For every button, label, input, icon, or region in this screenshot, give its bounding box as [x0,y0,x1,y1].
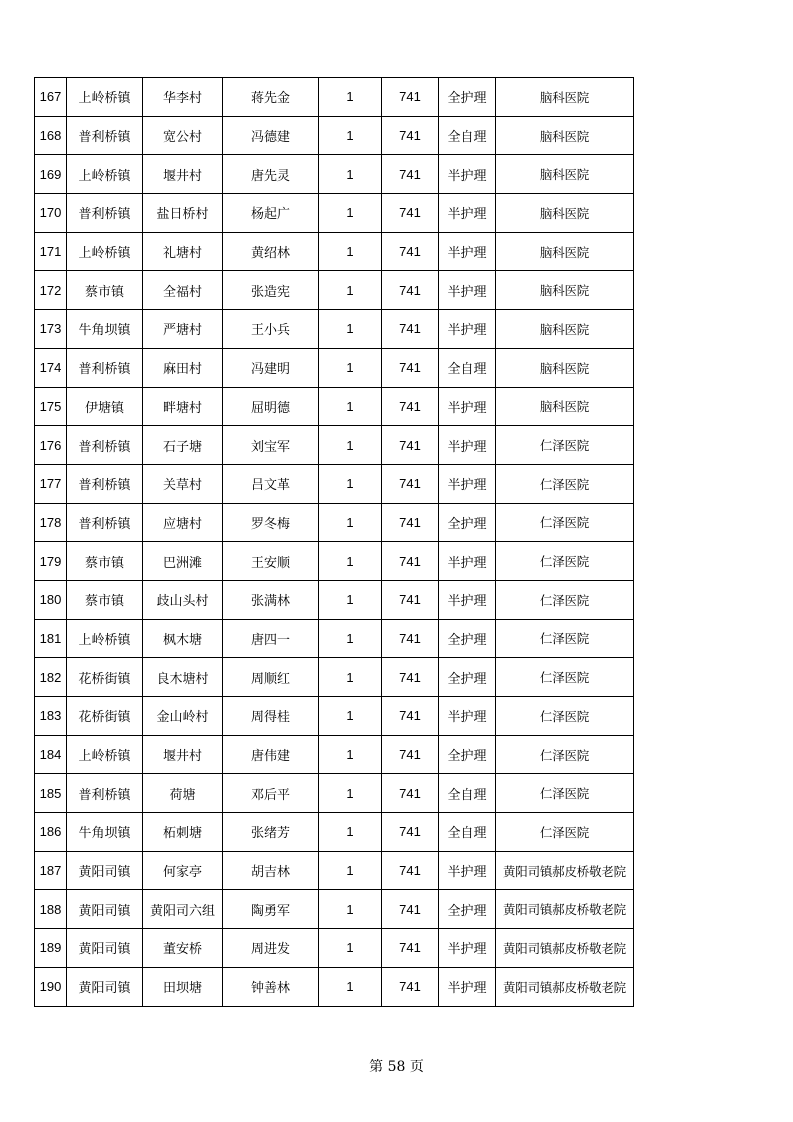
town-cell: 黄阳司镇 [67,851,143,890]
count-cell: 1 [319,851,382,890]
name-cell: 王安顺 [223,542,319,581]
count-cell: 1 [319,387,382,426]
table-row [35,967,634,1006]
care-level-cell: 半护理 [439,464,496,503]
town-cell: 普利桥镇 [67,426,143,465]
row-number: 169 [35,155,67,194]
amount-cell: 741 [382,426,439,465]
count-cell: 1 [319,155,382,194]
name-cell: 周进发 [223,929,319,968]
village-cell: 全福村 [143,271,223,310]
care-level-cell: 半护理 [439,542,496,581]
village-cell: 宽公村 [143,116,223,155]
row-number: 184 [35,735,67,774]
village-cell: 盐日桥村 [143,194,223,233]
institution-cell: 脑科医院 [496,387,634,426]
count-cell: 1 [319,619,382,658]
count-cell: 1 [319,697,382,736]
village-cell: 董安桥 [143,929,223,968]
name-cell: 黄绍林 [223,232,319,271]
amount-cell: 741 [382,116,439,155]
care-level-cell: 半护理 [439,967,496,1006]
count-cell: 1 [319,310,382,349]
table-row [35,194,634,233]
institution-cell: 仁泽医院 [496,426,634,465]
institution-cell: 仁泽医院 [496,774,634,813]
institution-cell: 脑科医院 [496,232,634,271]
village-cell: 关草村 [143,464,223,503]
amount-cell: 741 [382,464,439,503]
table-row [35,464,634,503]
town-cell: 普利桥镇 [67,194,143,233]
amount-cell: 741 [382,890,439,929]
amount-cell: 741 [382,310,439,349]
name-cell: 冯建明 [223,348,319,387]
amount-cell: 741 [382,619,439,658]
row-number: 176 [35,426,67,465]
village-cell: 畔塘村 [143,387,223,426]
count-cell: 1 [319,890,382,929]
care-level-cell: 全自理 [439,116,496,155]
care-level-cell: 半护理 [439,697,496,736]
row-number: 190 [35,967,67,1006]
name-cell: 张满林 [223,580,319,619]
count-cell: 1 [319,813,382,852]
name-cell: 张造宪 [223,271,319,310]
table-body [35,78,634,1007]
name-cell: 唐先灵 [223,155,319,194]
row-number: 182 [35,658,67,697]
village-cell: 石子塘 [143,426,223,465]
village-cell: 柘刺塘 [143,813,223,852]
village-cell: 麻田村 [143,348,223,387]
care-level-cell: 半护理 [439,387,496,426]
page-number: 第 58 页 [369,1059,424,1075]
institution-cell: 仁泽医院 [496,464,634,503]
care-level-cell: 全护理 [439,503,496,542]
amount-cell: 741 [382,735,439,774]
name-cell: 唐伟建 [223,735,319,774]
care-level-cell: 半护理 [439,580,496,619]
table-row [35,348,634,387]
count-cell: 1 [319,194,382,233]
count-cell: 1 [319,658,382,697]
town-cell: 花桥街镇 [67,658,143,697]
care-level-cell: 半护理 [439,232,496,271]
town-cell: 上岭桥镇 [67,155,143,194]
town-cell: 黄阳司镇 [67,967,143,1006]
town-cell: 黄阳司镇 [67,929,143,968]
row-number: 186 [35,813,67,852]
institution-cell: 仁泽医院 [496,658,634,697]
table-row [35,929,634,968]
table-row [35,619,634,658]
table-row [35,387,634,426]
row-number: 172 [35,271,67,310]
town-cell: 普利桥镇 [67,503,143,542]
table-row [35,542,634,581]
name-cell: 屈明德 [223,387,319,426]
amount-cell: 741 [382,697,439,736]
records-table [34,77,634,1007]
institution-cell: 脑科医院 [496,194,634,233]
institution-cell: 仁泽医院 [496,813,634,852]
row-number: 170 [35,194,67,233]
care-level-cell: 全护理 [439,658,496,697]
village-cell: 荷塘 [143,774,223,813]
table-row [35,658,634,697]
count-cell: 1 [319,271,382,310]
name-cell: 吕文革 [223,464,319,503]
town-cell: 牛角坝镇 [67,813,143,852]
town-cell: 黄阳司镇 [67,890,143,929]
village-cell: 巴洲滩 [143,542,223,581]
town-cell: 普利桥镇 [67,464,143,503]
town-cell: 伊塘镇 [67,387,143,426]
row-number: 188 [35,890,67,929]
institution-cell: 脑科医院 [496,116,634,155]
town-cell: 蔡市镇 [67,542,143,581]
town-cell: 上岭桥镇 [67,619,143,658]
care-level-cell: 半护理 [439,155,496,194]
village-cell: 华李村 [143,78,223,117]
care-level-cell: 半护理 [439,929,496,968]
care-level-cell: 全护理 [439,890,496,929]
amount-cell: 741 [382,580,439,619]
name-cell: 王小兵 [223,310,319,349]
town-cell: 普利桥镇 [67,774,143,813]
care-level-cell: 全护理 [439,735,496,774]
row-number: 174 [35,348,67,387]
row-number: 173 [35,310,67,349]
amount-cell: 741 [382,929,439,968]
amount-cell: 741 [382,658,439,697]
village-cell: 礼塘村 [143,232,223,271]
institution-cell: 脑科医院 [496,155,634,194]
village-cell: 应塘村 [143,503,223,542]
town-cell: 蔡市镇 [67,580,143,619]
town-cell: 蔡市镇 [67,271,143,310]
care-level-cell: 全自理 [439,813,496,852]
count-cell: 1 [319,348,382,387]
care-level-cell: 全自理 [439,348,496,387]
care-level-cell: 全护理 [439,619,496,658]
town-cell: 普利桥镇 [67,348,143,387]
count-cell: 1 [319,426,382,465]
table-row [35,890,634,929]
name-cell: 邓后平 [223,774,319,813]
row-number: 189 [35,929,67,968]
table-row [35,851,634,890]
care-level-cell: 半护理 [439,426,496,465]
name-cell: 钟善林 [223,967,319,1006]
row-number: 167 [35,78,67,117]
row-number: 181 [35,619,67,658]
count-cell: 1 [319,78,382,117]
row-number: 180 [35,580,67,619]
village-cell: 良木塘村 [143,658,223,697]
care-level-cell: 全自理 [439,774,496,813]
name-cell: 冯德建 [223,116,319,155]
institution-cell: 仁泽医院 [496,503,634,542]
town-cell: 普利桥镇 [67,116,143,155]
institution-cell: 黄阳司镇郝皮桥敬老院 [496,929,634,968]
row-number: 185 [35,774,67,813]
institution-cell: 仁泽医院 [496,580,634,619]
institution-cell: 黄阳司镇郝皮桥敬老院 [496,967,634,1006]
amount-cell: 741 [382,348,439,387]
table-row [35,78,634,117]
table-row [35,697,634,736]
institution-cell: 仁泽医院 [496,735,634,774]
table-row [35,735,634,774]
village-cell: 枫木塘 [143,619,223,658]
name-cell: 刘宝军 [223,426,319,465]
name-cell: 周顺红 [223,658,319,697]
institution-cell: 仁泽医院 [496,697,634,736]
name-cell: 张绪芳 [223,813,319,852]
institution-cell: 脑科医院 [496,310,634,349]
count-cell: 1 [319,503,382,542]
institution-cell: 黄阳司镇郝皮桥敬老院 [496,851,634,890]
village-cell: 歧山头村 [143,580,223,619]
table-row [35,155,634,194]
institution-cell: 仁泽医院 [496,542,634,581]
care-level-cell: 半护理 [439,310,496,349]
institution-cell: 脑科医院 [496,78,634,117]
name-cell: 蒋先金 [223,78,319,117]
institution-cell: 脑科医院 [496,271,634,310]
table-row [35,310,634,349]
amount-cell: 741 [382,387,439,426]
row-number: 177 [35,464,67,503]
village-cell: 严塘村 [143,310,223,349]
table-row [35,116,634,155]
row-number: 179 [35,542,67,581]
table-row [35,813,634,852]
institution-cell: 仁泽医院 [496,619,634,658]
amount-cell: 741 [382,194,439,233]
count-cell: 1 [319,580,382,619]
amount-cell: 741 [382,967,439,1006]
name-cell: 胡吉林 [223,851,319,890]
row-number: 183 [35,697,67,736]
amount-cell: 741 [382,774,439,813]
name-cell: 唐四一 [223,619,319,658]
name-cell: 周得桂 [223,697,319,736]
village-cell: 堰井村 [143,155,223,194]
amount-cell: 741 [382,542,439,581]
town-cell: 上岭桥镇 [67,735,143,774]
name-cell: 杨起广 [223,194,319,233]
amount-cell: 741 [382,78,439,117]
amount-cell: 741 [382,503,439,542]
amount-cell: 741 [382,813,439,852]
institution-cell: 黄阳司镇郝皮桥敬老院 [496,890,634,929]
count-cell: 1 [319,232,382,271]
village-cell: 金山岭村 [143,697,223,736]
row-number: 171 [35,232,67,271]
amount-cell: 741 [382,271,439,310]
row-number: 168 [35,116,67,155]
village-cell: 何家亭 [143,851,223,890]
row-number: 178 [35,503,67,542]
town-cell: 上岭桥镇 [67,78,143,117]
village-cell: 黄阳司六组 [143,890,223,929]
town-cell: 花桥街镇 [67,697,143,736]
row-number: 187 [35,851,67,890]
amount-cell: 741 [382,155,439,194]
table-row [35,426,634,465]
count-cell: 1 [319,967,382,1006]
count-cell: 1 [319,116,382,155]
count-cell: 1 [319,774,382,813]
institution-cell: 脑科医院 [496,348,634,387]
table-row [35,503,634,542]
amount-cell: 741 [382,232,439,271]
table-row [35,774,634,813]
row-number: 175 [35,387,67,426]
care-level-cell: 半护理 [439,271,496,310]
table-row [35,271,634,310]
village-cell: 田坝塘 [143,967,223,1006]
count-cell: 1 [319,542,382,581]
name-cell: 罗冬梅 [223,503,319,542]
town-cell: 牛角坝镇 [67,310,143,349]
name-cell: 陶勇军 [223,890,319,929]
village-cell: 堰井村 [143,735,223,774]
town-cell: 上岭桥镇 [67,232,143,271]
amount-cell: 741 [382,851,439,890]
count-cell: 1 [319,735,382,774]
count-cell: 1 [319,929,382,968]
table-row [35,232,634,271]
care-level-cell: 半护理 [439,194,496,233]
care-level-cell: 半护理 [439,851,496,890]
table-row [35,580,634,619]
count-cell: 1 [319,464,382,503]
care-level-cell: 全护理 [439,78,496,117]
